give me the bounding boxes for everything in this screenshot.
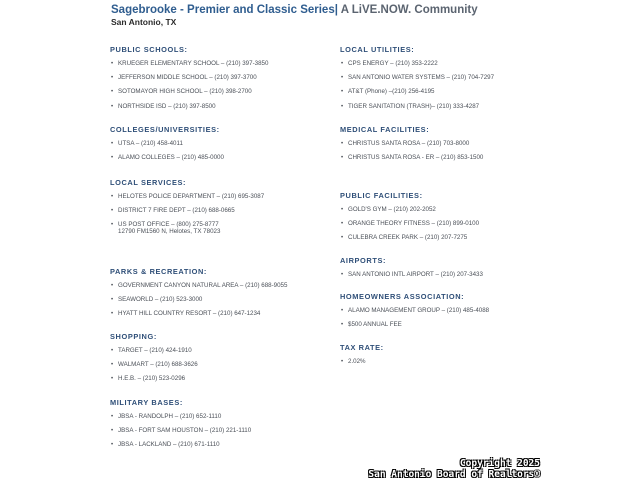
- public-facilities-section: [340, 191, 570, 249]
- parks-list: [110, 282, 340, 318]
- list-item: • HELOTES POLICE DEPARTMENT – (210) 695-3087: [110, 193, 340, 201]
- utilities-list: [340, 60, 570, 111]
- list-item: • AT&T (Phone) –(210) 256-4195: [340, 88, 570, 96]
- medical-heading: MEDICAL FACILITIES:: [340, 125, 430, 134]
- local-services-list: [110, 193, 340, 236]
- parks-section: [110, 267, 340, 325]
- hoa-heading: HOMEOWNERS ASSOCIATION:: [340, 292, 465, 301]
- list-item: • 2.02%: [340, 358, 570, 366]
- list-item: • SAN ANTONIO WATER SYSTEMS – (210) 704-7297: [340, 74, 570, 82]
- utilities-section: [340, 45, 570, 117]
- colleges-heading: COLLEGES/UNIVERSITIES:: [110, 125, 220, 134]
- post-office-label: US POST OFFICE – (800) 275-8777: [118, 221, 219, 229]
- copyright-line: Copyright 2025: [459, 458, 540, 469]
- list-item-post-office: [110, 221, 340, 236]
- post-office-address: 12790 FM1560 N, Helotes, TX 78023: [118, 228, 221, 236]
- airports-heading: AIRPORTS:: [340, 256, 387, 265]
- list-item: • CHRISTUS SANTA ROSA – (210) 703-8000: [340, 140, 570, 148]
- list-item: • TIGER SANITATION (TRASH)– (210) 333-4287: [340, 103, 570, 111]
- military-list: [110, 413, 340, 449]
- title-main: Sagebrooke - Premier and Classic Series|: [111, 4, 338, 16]
- airports-list: [340, 271, 570, 279]
- list-item: • $500 ANNUAL FEE: [340, 321, 570, 329]
- tax-section: [340, 343, 570, 372]
- list-item: • ALAMO MANAGEMENT GROUP – (210) 485-4088: [340, 307, 570, 315]
- public-schools-section: [110, 45, 340, 117]
- local-services-heading: LOCAL SERVICES:: [110, 178, 187, 187]
- colleges-section: [110, 125, 340, 168]
- community-title: [111, 4, 478, 16]
- local-services-section: [110, 178, 340, 243]
- public-schools-heading: PUBLIC SCHOOLS:: [110, 45, 188, 54]
- list-item: • SAN ANTONIO INTL AIRPORT – (210) 207-3433: [340, 271, 570, 279]
- community-location: San Antonio, TX: [111, 17, 177, 27]
- list-item: • H.E.B. – (210) 523-0296: [110, 375, 340, 383]
- list-item: • KRUEGER ELEMENTARY SCHOOL – (210) 397-3850: [110, 60, 340, 68]
- list-item: • CPS ENERGY – (210) 353-2222: [340, 60, 570, 68]
- utilities-heading: LOCAL UTILITIES:: [340, 45, 415, 54]
- list-item: • GOVERNMENT CANYON NATURAL AREA – (210) 688-9055: [110, 282, 340, 290]
- list-item: • JEFFERSON MIDDLE SCHOOL – (210) 397-3700: [110, 74, 340, 82]
- list-item: • ALAMO COLLEGES – (210) 485-0000: [110, 154, 340, 162]
- list-item: • UTSA – (210) 458-4011: [110, 140, 340, 148]
- list-item: • HYATT HILL COUNTRY RESORT – (210) 647-1234: [110, 310, 340, 318]
- list-item: • SEAWORLD – (210) 523-3000: [110, 296, 340, 304]
- military-heading: MILITARY BASES:: [110, 398, 183, 407]
- list-item: • JBSA - RANDOLPH – (210) 652-1110: [110, 413, 340, 421]
- list-item: • CULEBRA CREEK PARK – (210) 207-7275: [340, 234, 570, 242]
- list-item: • ORANGE THEORY FITNESS – (210) 899-0100: [340, 220, 570, 228]
- title-sub: A LiVE.NOW. Community: [337, 4, 478, 16]
- public-facilities-list: [340, 206, 570, 242]
- hoa-list: [340, 307, 570, 329]
- list-item: • WALMART – (210) 688-3626: [110, 361, 340, 369]
- list-item: • CHRISTUS SANTA ROSA - ER – (210) 853-1500: [340, 154, 570, 162]
- document-header: [111, 4, 478, 27]
- board-line: San Antonio Board of Realtors®: [368, 469, 540, 480]
- shopping-section: [110, 332, 340, 390]
- list-item: • SOTOMAYOR HIGH SCHOOL – (210) 398-2700: [110, 88, 340, 96]
- public-schools-list: [110, 60, 340, 111]
- list-item: • JBSA - FORT SAM HOUSTON – (210) 221-1110: [110, 427, 340, 435]
- colleges-list: [110, 140, 340, 162]
- airports-section: [340, 256, 570, 285]
- list-item: • JBSA - LACKLAND – (210) 671-1110: [110, 441, 340, 449]
- shopping-heading: SHOPPING:: [110, 332, 157, 341]
- hoa-section: [340, 292, 570, 335]
- tax-list: [340, 358, 570, 366]
- copyright-watermark: [368, 458, 540, 480]
- public-facilities-heading: PUBLIC FACILITIES:: [340, 191, 423, 200]
- tax-heading: TAX RATE:: [340, 343, 384, 352]
- medical-list: [340, 140, 570, 162]
- military-section: [110, 398, 340, 456]
- list-item: • DISTRICT 7 FIRE DEPT – (210) 688-0665: [110, 207, 340, 215]
- list-item: • GOLD'S GYM – (210) 202-2052: [340, 206, 570, 214]
- list-item: • TARGET – (210) 424-1910: [110, 347, 340, 355]
- medical-section: [340, 125, 570, 168]
- parks-heading: PARKS & RECREATION:: [110, 267, 207, 276]
- list-item: • NORTHSIDE ISD – (210) 397-8500: [110, 103, 340, 111]
- shopping-list: [110, 347, 340, 383]
